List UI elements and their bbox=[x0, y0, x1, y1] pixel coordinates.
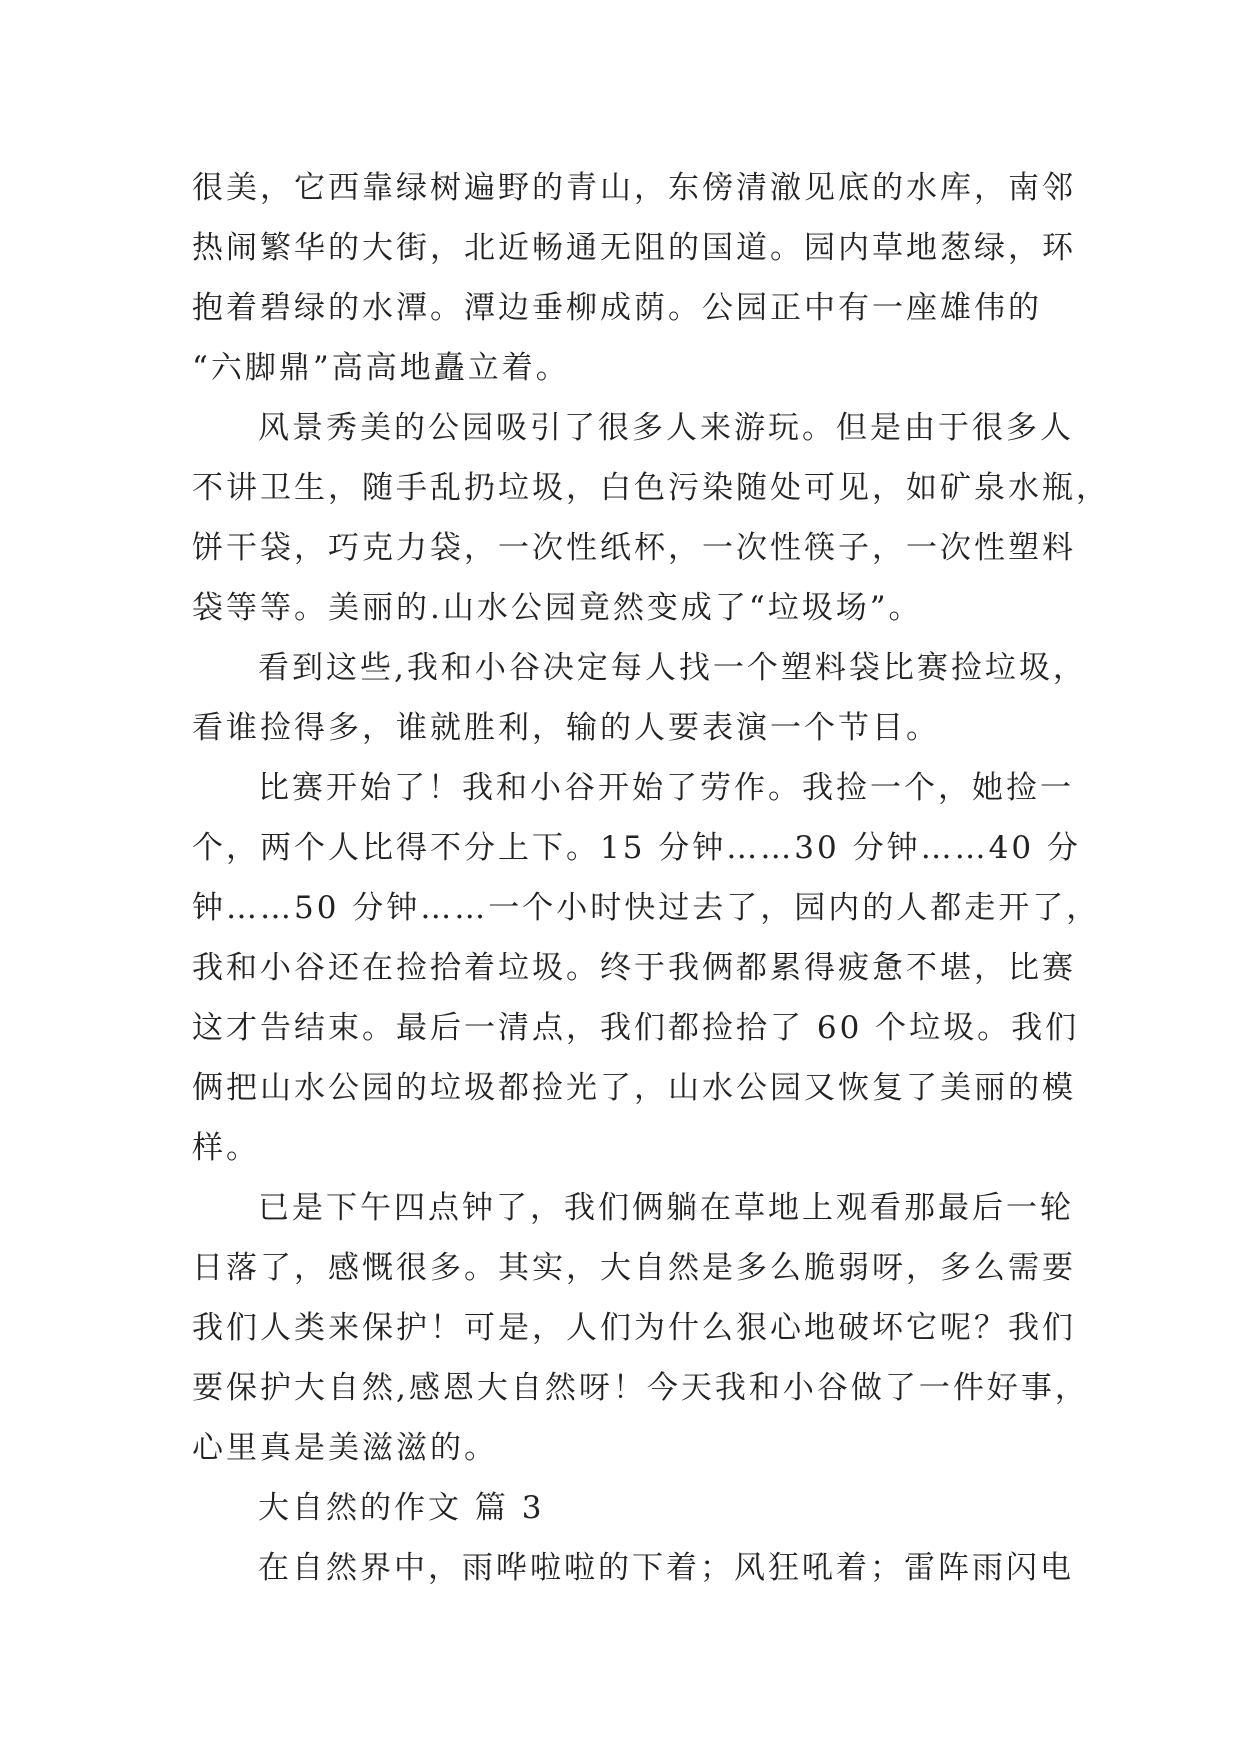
text-line: 不讲卫生，随手乱扔垃圾，白色污染随处可见，如矿泉水瓶， bbox=[192, 470, 1110, 506]
text-line: 看谁捡得多，谁就胜利，输的人要表演一个节目。 bbox=[192, 710, 940, 746]
text-line: 袋等等。美丽的.山水公园竟然变成了“垃圾场”。 bbox=[192, 590, 923, 626]
text-line: 要保护大自然,感恩大自然呀！今天我和小谷做了一件好事， bbox=[192, 1370, 1089, 1406]
paragraph bbox=[192, 158, 1076, 398]
text-line: 样。 bbox=[192, 1130, 260, 1166]
text-line: 钟……50 分钟……一个小时快过去了，园内的人都走开了， bbox=[192, 890, 1101, 926]
paragraph bbox=[192, 1178, 1089, 1478]
text-line: 在自然界中，雨哗啦啦的下着；风狂吼着；雷阵雨闪电 bbox=[258, 1550, 1074, 1586]
text-line: 饼干袋，巧克力袋，一次性纸杯，一次性筷子，一次性塑料 bbox=[192, 530, 1076, 566]
text-line: 热闹繁华的大街，北近畅通无阻的国道。园内草地葱绿，环 bbox=[192, 230, 1076, 266]
section-heading bbox=[192, 1478, 1052, 1538]
text-line: 比赛开始了！我和小谷开始了劳作。我捡一个，她捡一 bbox=[258, 770, 1074, 806]
text-line: 俩把山水公园的垃圾都捡光了，山水公园又恢复了美丽的模 bbox=[192, 1070, 1076, 1106]
text-line: 看到这些,我和小谷决定每人找一个塑料袋比赛捡垃圾， bbox=[258, 650, 1087, 686]
paragraph bbox=[192, 1538, 1074, 1598]
text-line: 很美，它西靠绿树遍野的青山，东傍清澈见底的水库，南邻 bbox=[192, 170, 1076, 206]
document-body bbox=[192, 158, 1110, 1598]
paragraph bbox=[192, 638, 1087, 758]
text-line: 心里真是美滋滋的。 bbox=[192, 1430, 498, 1466]
section-heading-text: 大自然的作文 篇 3 bbox=[258, 1490, 545, 1526]
paragraph bbox=[192, 398, 1110, 638]
text-line: 已是下午四点钟了，我们俩躺在草地上观看那最后一轮 bbox=[258, 1190, 1074, 1226]
text-line: 这才告结束。最后一清点，我们都捡拾了 60 个垃圾。我们 bbox=[192, 1010, 1080, 1046]
text-line: 抱着碧绿的水潭。潭边垂柳成荫。公园正中有一座雄伟的 bbox=[192, 290, 1042, 326]
text-line: 风景秀美的公园吸引了很多人来游玩。但是由于很多人 bbox=[258, 410, 1074, 446]
text-line: 日落了，感慨很多。其实，大自然是多么脆弱呀，多么需要 bbox=[192, 1250, 1076, 1286]
text-line: 个，两个人比得不分上下。15 分钟……30 分钟……40 分 bbox=[192, 830, 1081, 866]
text-line: 我和小谷还在捡拾着垃圾。终于我俩都累得疲惫不堪，比赛 bbox=[192, 950, 1076, 986]
paragraph bbox=[192, 758, 1101, 1178]
text-line: 我们人类来保护！可是，人们为什么狠心地破坏它呢？我们 bbox=[192, 1310, 1076, 1346]
text-line: “六脚鼎”高高地矗立着。 bbox=[192, 350, 570, 386]
